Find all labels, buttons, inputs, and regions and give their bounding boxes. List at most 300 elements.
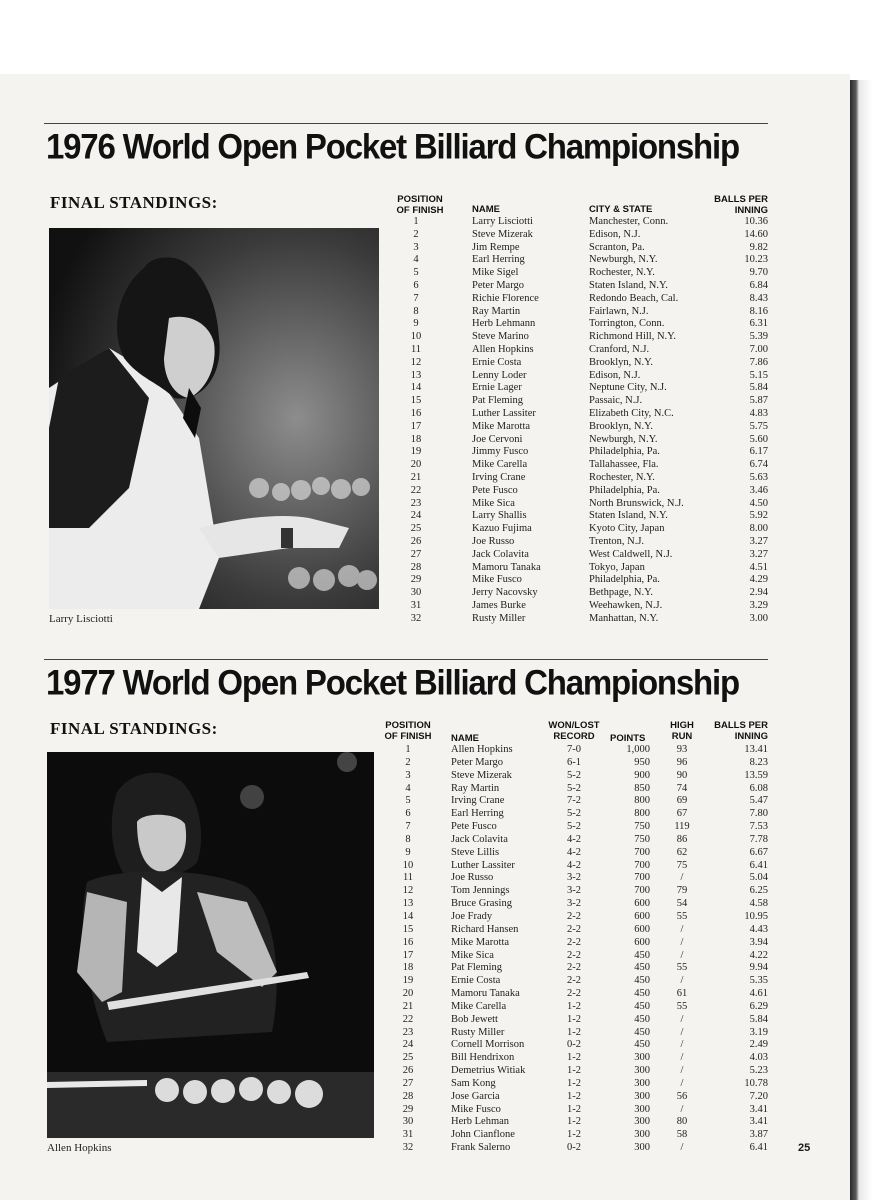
city-cell: Edison, N.J.	[589, 369, 641, 381]
standings-table-1977	[376, 744, 770, 1155]
name-cell: Lenny Loder	[472, 369, 527, 381]
bpi-cell: 5.23	[749, 1065, 768, 1077]
position-cell: 8	[413, 305, 419, 317]
high-run-cell: 55	[676, 910, 688, 922]
name-cell: John Cianflone	[451, 1129, 515, 1141]
header-record-line2: RECORD	[553, 730, 595, 742]
title-1977: 1977 World Open Pocket Billiard Championship	[46, 662, 739, 702]
table-row	[376, 1065, 770, 1078]
name-cell: Herb Lehman	[451, 1116, 510, 1128]
name-cell: Joe Frady	[451, 910, 493, 922]
name-cell: Irving Crane	[451, 795, 505, 807]
high-run-cell: /	[680, 1026, 684, 1038]
bpi-cell: 5.04	[749, 872, 768, 884]
high-run-cell: 62	[676, 846, 688, 858]
city-cell: Bethpage, N.Y.	[589, 587, 653, 599]
header-points-1977: POINTS	[610, 733, 646, 744]
name-cell: Pat Fleming	[472, 395, 524, 407]
position-cell: 17	[402, 949, 414, 961]
name-cell: Kazuo Fujima	[472, 523, 532, 535]
table-row	[376, 1116, 770, 1129]
position-cell: 15	[402, 923, 414, 935]
city-cell: Philadelphia, Pa.	[589, 574, 660, 586]
position-cell: 10	[402, 859, 414, 871]
record-cell: 4-2	[567, 833, 581, 845]
bpi-cell: 6.41	[749, 859, 768, 871]
city-cell: Newburgh, N.Y.	[589, 433, 658, 445]
bpi-cell: 3.87	[749, 1129, 768, 1141]
bpi-cell: 4.29	[749, 574, 768, 586]
record-cell: 1-2	[567, 1000, 581, 1012]
position-cell: 23	[410, 497, 422, 509]
high-run-cell: 79	[676, 885, 688, 897]
high-run-cell: 69	[676, 795, 688, 807]
record-cell: 1-2	[567, 1052, 581, 1064]
photo-caption-1976: Larry Lisciotti	[49, 613, 113, 625]
position-cell: 26	[410, 535, 422, 547]
points-cell: 450	[634, 975, 650, 987]
points-cell: 750	[634, 821, 650, 833]
table-row	[380, 357, 770, 370]
table-row	[376, 1001, 770, 1014]
table-row	[380, 587, 770, 600]
city-cell: Staten Island, N.Y.	[589, 510, 668, 522]
table-row	[380, 267, 770, 280]
table-row	[380, 574, 770, 587]
name-cell: Mike Sica	[451, 949, 494, 961]
bpi-cell: 13.59	[744, 769, 768, 781]
name-cell: Tom Jennings	[451, 885, 510, 897]
name-cell: Bob Jewett	[451, 1013, 498, 1025]
points-cell: 450	[634, 1026, 650, 1038]
header-name-1976: NAME	[472, 204, 500, 215]
position-cell: 1	[405, 744, 411, 755]
bpi-cell: 5.63	[749, 471, 768, 483]
record-cell: 1-2	[567, 1116, 581, 1128]
header-city-1976: CITY & STATE	[589, 204, 653, 215]
points-cell: 450	[634, 1013, 650, 1025]
bpi-cell: 4.03	[749, 1052, 768, 1064]
position-cell: 18	[402, 962, 414, 974]
name-cell: Joe Russo	[472, 535, 515, 547]
bpi-cell: 6.74	[749, 459, 768, 471]
bpi-cell: 10.78	[744, 1077, 768, 1089]
table-row	[376, 975, 770, 988]
city-cell: Edison, N.J.	[589, 228, 641, 240]
city-cell: Tokyo, Japan	[589, 561, 645, 573]
position-cell: 28	[402, 1090, 414, 1102]
bpi-cell: 9.82	[749, 241, 768, 253]
high-run-cell: 74	[676, 782, 688, 794]
position-cell: 17	[410, 420, 422, 432]
high-run-cell: 61	[676, 988, 688, 1000]
position-cell: 14	[410, 382, 422, 394]
record-cell: 1-2	[567, 1026, 581, 1038]
points-cell: 300	[634, 1129, 650, 1141]
bpi-cell: 7.53	[749, 821, 768, 833]
high-run-cell: /	[680, 936, 684, 948]
points-cell: 700	[634, 859, 650, 871]
bpi-cell: 5.39	[749, 331, 768, 343]
name-cell: Mike Carella	[472, 459, 528, 471]
table-row	[376, 757, 770, 770]
bpi-cell: 8.00	[749, 523, 768, 535]
bpi-cell: 5.47	[749, 795, 768, 807]
points-cell: 450	[634, 1039, 650, 1051]
name-cell: Steve Lillis	[451, 846, 500, 858]
table-row	[376, 950, 770, 963]
position-cell: 3	[405, 769, 411, 781]
position-cell: 13	[402, 898, 414, 910]
bpi-cell: 7.00	[749, 343, 768, 355]
bpi-cell: 7.86	[749, 356, 768, 368]
city-cell: Manchester, Conn.	[589, 216, 669, 227]
name-cell: Ernie Lager	[472, 382, 522, 394]
points-cell: 600	[634, 923, 650, 935]
table-row	[380, 523, 770, 536]
points-cell: 450	[634, 962, 650, 974]
name-cell: Mike Sigel	[472, 267, 519, 279]
points-cell: 300	[634, 1103, 650, 1115]
table-row	[380, 510, 770, 523]
table-row	[380, 408, 770, 421]
bpi-cell: 5.35	[749, 975, 768, 987]
record-cell: 0-2	[567, 1039, 581, 1051]
city-cell: Torrington, Conn.	[589, 318, 665, 330]
position-cell: 6	[413, 279, 419, 291]
name-cell: Luther Lassiter	[472, 407, 536, 419]
position-cell: 30	[402, 1116, 414, 1128]
name-cell: Frank Salerno	[451, 1142, 511, 1154]
position-cell: 2	[413, 228, 419, 240]
header-bpi-line2: INNING	[734, 204, 768, 216]
points-cell: 300	[634, 1077, 650, 1089]
name-cell: Earl Herring	[472, 254, 525, 266]
bpi-cell: 4.43	[749, 923, 768, 935]
name-cell: Larry Shallis	[472, 510, 527, 522]
high-run-cell: 55	[676, 962, 688, 974]
top-rule-1977	[44, 659, 768, 660]
position-cell: 31	[410, 599, 422, 611]
city-cell: Elizabeth City, N.C.	[589, 407, 674, 419]
header-position-line1: POSITION	[385, 720, 431, 731]
name-cell: Jose Garcia	[451, 1090, 500, 1102]
position-cell: 20	[402, 988, 414, 1000]
position-cell: 11	[410, 343, 422, 355]
city-cell: Rochester, N.Y.	[589, 267, 655, 279]
bpi-cell: 3.41	[749, 1116, 768, 1128]
high-run-cell: /	[680, 1142, 684, 1154]
name-cell: Joe Cervoni	[472, 433, 523, 445]
name-cell: Mamoru Tanaka	[451, 988, 520, 1000]
name-cell: Steve Marino	[472, 331, 529, 343]
name-cell: Rusty Miller	[472, 612, 526, 624]
position-cell: 27	[410, 548, 422, 560]
points-cell: 450	[634, 1000, 650, 1012]
bpi-cell: 8.16	[749, 305, 768, 317]
high-run-cell: /	[680, 1039, 684, 1051]
header-bpi-line2: INNING	[734, 730, 768, 742]
record-cell: 1-2	[567, 1129, 581, 1141]
name-cell: Luther Lassiter	[451, 859, 515, 871]
table-row	[376, 834, 770, 847]
high-run-cell: /	[680, 1065, 684, 1077]
header-high-run-line1: HIGH	[670, 720, 694, 731]
bpi-cell: 5.75	[749, 420, 768, 432]
city-cell: Redondo Beach, Cal.	[589, 292, 679, 304]
position-cell: 19	[402, 975, 414, 987]
points-cell: 800	[634, 808, 650, 820]
table-row	[376, 898, 770, 911]
record-cell: 4-2	[567, 859, 581, 871]
high-run-cell: 55	[676, 1000, 688, 1012]
position-cell: 25	[410, 523, 422, 535]
position-cell: 16	[402, 936, 414, 948]
high-run-cell: /	[680, 949, 684, 961]
name-cell: Sam Kong	[451, 1077, 496, 1089]
city-cell: Philadelphia, Pa.	[589, 484, 660, 496]
title-1976: 1976 World Open Pocket Billiard Championship	[46, 126, 739, 166]
bpi-cell: 5.87	[749, 395, 768, 407]
high-run-cell: 119	[674, 821, 690, 833]
header-record-line1: WON/LOST	[548, 720, 600, 731]
name-cell: Rusty Miller	[451, 1026, 505, 1038]
table-row	[376, 1142, 770, 1155]
record-cell: 2-2	[567, 923, 581, 935]
name-cell: Steve Mizerak	[472, 228, 533, 240]
player-photo-1977	[47, 752, 374, 1138]
record-cell: 1-2	[567, 1077, 581, 1089]
bpi-cell: 4.83	[749, 407, 768, 419]
name-cell: Richie Florence	[472, 292, 539, 304]
bpi-cell: 3.19	[749, 1026, 768, 1038]
bpi-cell: 5.84	[749, 382, 768, 394]
name-cell: Jack Colavita	[472, 548, 529, 560]
high-run-cell: 58	[676, 1129, 688, 1141]
high-run-cell: /	[680, 1077, 684, 1089]
high-run-cell: 96	[676, 756, 688, 768]
header-position-1976	[388, 195, 452, 216]
high-run-cell: /	[680, 1013, 684, 1025]
position-cell: 28	[410, 561, 422, 573]
binding-edge	[850, 80, 872, 1200]
name-cell: Demetrius Witiak	[451, 1065, 526, 1077]
name-cell: Mike Sica	[472, 497, 515, 509]
bpi-cell: 6.25	[749, 885, 768, 897]
city-cell: Cranford, N.J.	[589, 343, 650, 355]
position-cell: 3	[413, 241, 419, 253]
high-run-cell: 90	[676, 769, 688, 781]
position-cell: 5	[413, 267, 419, 279]
record-cell: 5-2	[567, 769, 581, 781]
bpi-cell: 6.41	[749, 1142, 768, 1154]
name-cell: Cornell Morrison	[451, 1039, 525, 1051]
points-cell: 900	[634, 769, 650, 781]
table-row	[376, 1039, 770, 1052]
table-row	[380, 434, 770, 447]
name-cell: Larry Lisciotti	[472, 216, 533, 227]
record-cell: 1-2	[567, 1013, 581, 1025]
city-cell: Philadelphia, Pa.	[589, 446, 660, 458]
bpi-cell: 14.60	[744, 228, 768, 240]
high-run-cell: 75	[676, 859, 688, 871]
header-position-line2: OF FINISH	[384, 730, 432, 742]
position-cell: 21	[402, 1000, 414, 1012]
high-run-cell: /	[680, 975, 684, 987]
record-cell: 3-2	[567, 885, 581, 897]
header-position-line2: OF FINISH	[396, 204, 444, 216]
name-cell: Mike Marotta	[451, 936, 510, 948]
name-cell: Mike Marotta	[472, 420, 531, 432]
bpi-cell: 10.95	[744, 910, 768, 922]
city-cell: Scranton, Pa.	[589, 241, 645, 253]
city-cell: Passaic, N.J.	[589, 395, 643, 407]
header-bpi-line1: BALLS PER	[714, 720, 768, 731]
table-row	[380, 562, 770, 575]
name-cell: Ernie Costa	[451, 975, 501, 987]
table-row	[380, 229, 770, 242]
table-row	[380, 331, 770, 344]
name-cell: Jerry Nacovsky	[472, 587, 538, 599]
table-row	[376, 962, 770, 975]
name-cell: Bruce Grasing	[451, 898, 512, 910]
table-row	[376, 885, 770, 898]
city-cell: Fairlawn, N.J.	[589, 305, 649, 317]
table-row	[380, 421, 770, 434]
points-cell: 700	[634, 885, 650, 897]
table-row	[376, 1129, 770, 1142]
bpi-cell: 4.51	[749, 561, 768, 573]
bpi-cell: 5.60	[749, 433, 768, 445]
table-row	[376, 795, 770, 808]
points-cell: 750	[634, 833, 650, 845]
bpi-cell: 2.49	[749, 1039, 768, 1051]
position-cell: 4	[405, 782, 411, 794]
bpi-cell: 6.17	[749, 446, 768, 458]
record-cell: 2-2	[567, 936, 581, 948]
position-cell: 30	[410, 587, 422, 599]
position-cell: 18	[410, 433, 422, 445]
city-cell: Newburgh, N.Y.	[589, 254, 658, 266]
position-cell: 32	[402, 1142, 414, 1154]
name-cell: Jack Colavita	[451, 833, 508, 845]
table-row	[380, 613, 770, 626]
city-cell: Neptune City, N.J.	[589, 382, 667, 394]
table-row	[380, 395, 770, 408]
high-run-cell: /	[680, 872, 684, 884]
header-position-line1: POSITION	[397, 194, 443, 205]
record-cell: 7-2	[567, 795, 581, 807]
bpi-cell: 10.36	[744, 216, 768, 227]
bpi-cell: 2.94	[749, 587, 768, 599]
name-cell: Mamoru Tanaka	[472, 561, 541, 573]
bpi-cell: 7.78	[749, 833, 768, 845]
bpi-cell: 4.58	[749, 898, 768, 910]
bpi-cell: 6.67	[749, 846, 768, 858]
table-row	[380, 344, 770, 357]
table-row	[376, 821, 770, 834]
header-bpi-1976	[690, 195, 768, 216]
position-cell: 21	[410, 471, 422, 483]
name-cell: Jim Rempe	[472, 241, 520, 253]
points-cell: 700	[634, 846, 650, 858]
high-run-cell: /	[680, 923, 684, 935]
city-cell: Kyoto City, Japan	[589, 523, 665, 535]
bpi-cell: 5.92	[749, 510, 768, 522]
points-cell: 600	[634, 898, 650, 910]
bpi-cell: 10.23	[744, 254, 768, 266]
standings-table-1976	[380, 216, 770, 626]
table-row	[376, 1091, 770, 1104]
photo-allen-hopkins	[47, 752, 374, 1138]
table-row	[376, 1014, 770, 1027]
name-cell: Earl Herring	[451, 808, 504, 820]
position-cell: 29	[410, 574, 422, 586]
photo-caption-1977: Allen Hopkins	[47, 1142, 112, 1154]
table-row	[376, 988, 770, 1001]
high-run-cell: /	[680, 1052, 684, 1064]
position-cell: 6	[405, 808, 411, 820]
table-row	[380, 446, 770, 459]
record-cell: 2-2	[567, 988, 581, 1000]
final-standings-label-1976: FINAL STANDINGS:	[50, 193, 218, 212]
points-cell: 300	[634, 1116, 650, 1128]
name-cell: Steve Mizerak	[451, 769, 512, 781]
record-cell: 5-2	[567, 821, 581, 833]
player-photo-1976	[49, 228, 379, 609]
record-cell: 1-2	[567, 1103, 581, 1115]
table-row	[380, 318, 770, 331]
record-cell: 1-2	[567, 1090, 581, 1102]
city-cell: Rochester, N.Y.	[589, 471, 655, 483]
record-cell: 3-2	[567, 872, 581, 884]
points-cell: 600	[634, 936, 650, 948]
name-cell: Ray Martin	[451, 782, 500, 794]
header-name-1977: NAME	[451, 733, 479, 744]
position-cell: 12	[410, 356, 422, 368]
table-row	[380, 600, 770, 613]
bpi-cell: 13.41	[744, 744, 768, 755]
table-row	[380, 370, 770, 383]
position-cell: 23	[402, 1026, 414, 1038]
points-cell: 800	[634, 795, 650, 807]
city-cell: Richmond Hill, N.Y.	[589, 331, 677, 343]
name-cell: Pete Fusco	[472, 484, 518, 496]
name-cell: Irving Crane	[472, 471, 526, 483]
high-run-cell: 54	[676, 898, 688, 910]
position-cell: 31	[402, 1129, 414, 1141]
bpi-cell: 5.84	[749, 1013, 768, 1025]
record-cell: 2-2	[567, 949, 581, 961]
position-cell: 20	[410, 459, 422, 471]
table-row	[376, 872, 770, 885]
points-cell: 450	[634, 988, 650, 1000]
position-cell: 8	[405, 833, 411, 845]
points-cell: 300	[634, 1090, 650, 1102]
bpi-cell: 4.22	[749, 949, 768, 961]
name-cell: Allen Hopkins	[451, 744, 513, 755]
bpi-cell: 6.31	[749, 318, 768, 330]
position-cell: 24	[402, 1039, 414, 1051]
bpi-cell: 8.43	[749, 292, 768, 304]
points-cell: 600	[634, 910, 650, 922]
bpi-cell: 3.29	[749, 599, 768, 611]
position-cell: 1	[413, 216, 419, 227]
position-cell: 27	[402, 1077, 414, 1089]
bpi-cell: 6.08	[749, 782, 768, 794]
city-cell: North Brunswick, N.J.	[589, 497, 684, 509]
bpi-cell: 9.70	[749, 267, 768, 279]
